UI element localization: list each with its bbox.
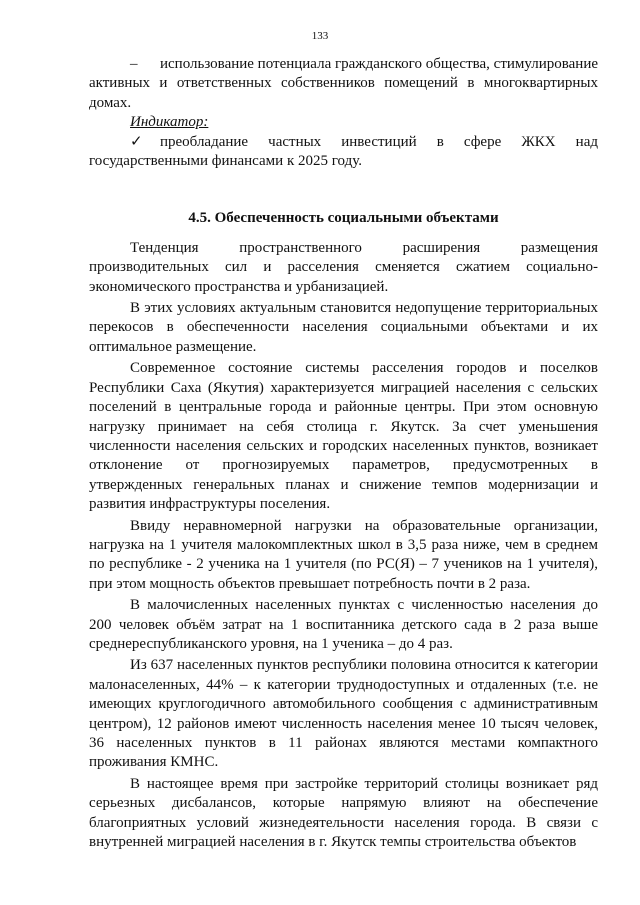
check-mark-icon: ✓ xyxy=(130,133,143,150)
indicator-label: Индикатор: xyxy=(130,114,209,131)
paragraph-6: Из 637 населенных пунктов республики половина относится к категории малонаселенных, 44% – к категории труднодоступных и отдаленных (т.е. не имеющих круглогодичного автомобильного сообщения с административным центром), 12 районов имеют численность населения менее 10 тысяч человек, 36 населенных пунктов в 11 районах являются местами компактного проживания КМНС. xyxy=(89,657,598,771)
paragraph-4: Ввиду неравномерной нагрузки на образовательные организации, нагрузка на 1 учителя малокомплектных школ в 3,5 раза ниже, чем в среднем по республике - 2 ученика на 1 учителя (по РС(Я) – 7 учеников на 1 учителя), при этом мощность объектов превышает потребность почти в 2 раза. xyxy=(89,517,598,592)
paragraph-3: Современное состояние системы расселения городов и поселков Республики Саха (Якутия) характеризуется миграцией населения с сельских поселений в центральные города и районные центры. При этом основную нагрузку принимает на себя столица г. Якутск. За счет уменьшения численности населения сельских и городских населенных пунктов, возникает отклонение от прогнозируемых параметров, предусмотренных в утвержденных генеральных планах и снижение темпов модернизации и развития инфраструктуры поселения. xyxy=(89,360,598,513)
page-content xyxy=(89,55,598,852)
paragraph-5: В малочисленных населенных пунктах с численностью населения до 200 человек объём затрат на 1 воспитанника детского сада в 2 раза выше среднереспубликанского уровня, на 1 ученика – до 4 раз. xyxy=(89,597,598,652)
paragraph-1: Тенденция пространственного расширения размещения производительных сил и расселения сменяется сжатием социально-экономического пространства и урбанизацией. xyxy=(89,239,598,295)
dash-bullet: – xyxy=(130,56,138,72)
paragraph-7: В настоящее время при застройке территорий столицы возникает ряд серьезных дисбалансов, которые напрямую влияют на обеспечение благоприятных условий жизнедеятельности населения города. В связи с внутренней миграцией населения в г. Якутск темпы строительства объектов xyxy=(89,775,598,851)
bullet-item xyxy=(89,55,598,113)
page-number: 133 xyxy=(311,30,329,42)
bullet-text: использование потенциала гражданского общества, стимулирование активных и ответственных собственников помещений в многоквартирных домах. xyxy=(89,56,599,111)
paragraph-2: В этих условиях актуальным становится недопущение территориальных перекосов в обеспеченности населения социальными объектами и их оптимальное размещение. xyxy=(89,300,598,355)
indicator-item xyxy=(89,133,598,172)
section-heading: 4.5. Обеспеченность социальными объектами xyxy=(188,210,499,227)
indicator-text: преобладание частных инвестиций в сфере ЖКХ над государственными финансами к 2025 году. xyxy=(89,133,598,170)
